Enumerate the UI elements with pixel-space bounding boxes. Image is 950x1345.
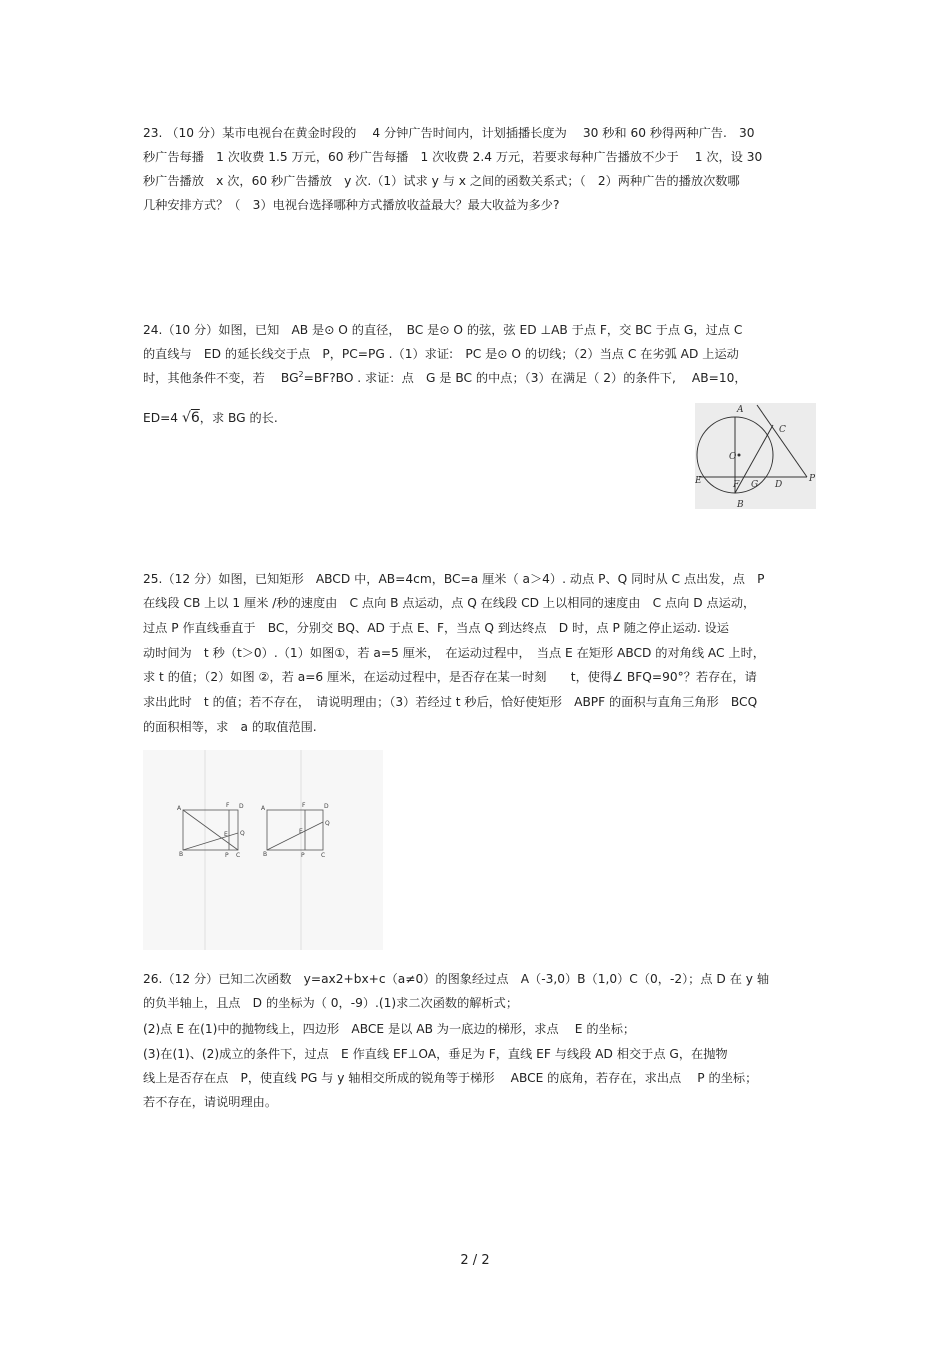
q26-line-3: (2)点 E 在(1)中的抛物线上，四边形 ABCE 是以 AB 为一底边的梯形，求点 E 的坐标； [143, 1022, 636, 1036]
q23-line-2: 秒广告每播 1 次收费 1.5 万元，60 秒广告每播 1 次收费 2.4 万元，若要求每种广告播放不少于 1 次，设 30 [143, 150, 763, 164]
label-a: A [737, 405, 744, 415]
q25-line-3: 过点 P 作直线垂直于 BC，分别交 BQ、AD 于点 E、F，当点 Q 到达终点 D 时，点 P 随之停止运动. 设运 [143, 621, 729, 635]
label-c: C [779, 425, 786, 435]
sqrt-radicand: 6 [190, 410, 200, 426]
q25-line-6: 求出此时 t 的值；若不存在， 请说明理由；（3）若经过 t 秒后，恰好使矩形 ABPF 的面积与直角三角形 BCQ [143, 695, 758, 709]
fig1-label-a: A [177, 805, 182, 812]
q23-line-4: 几种安排方式？（ 3）电视台选择哪种方式播放收益最大？最大收益为多少? [143, 198, 560, 212]
sqrt-sign: √6 [181, 410, 200, 426]
q25-line-7: 的面积相等，求 a 的取值范围. [143, 720, 317, 734]
figure-background [143, 750, 383, 950]
q24-line-4a: ED=4 [143, 411, 179, 425]
q26-line-1: 26.（12 分）已知二次函数 y=ax2+bx+c（a≠0）的图象经过点 A（-3,0）B（1,0）C（0，-2）；点 D 在 y 轴 [143, 972, 770, 986]
q25-line-2: 在线段 CB 上以 1 厘米 /秒的速度由 C 点向 B 点运动，点 Q 在线段 CD 上以相同的速度由 C 点向 D 点运动， [143, 596, 756, 610]
q24-line-3 [143, 369, 747, 386]
q24-superscript: 2 [298, 369, 304, 379]
q24-line-2: 的直线与 ED 的延长线交于点 P，PC=PG .（1）求证: PC 是⊙ O 的切线；（2）当点 C 在劣弧 AD 上运动 [143, 347, 739, 361]
q24-line-3b: =BF?BO . 求证：点 G 是 BC 的中点；（3）在满足（ 2）的条件下, AB=10， [303, 371, 747, 385]
fig2-label-b: B [263, 851, 268, 858]
q26-line-6: 若不存在，请说明理由。 [143, 1095, 278, 1109]
label-o: O [729, 452, 737, 462]
q23-line-3: 秒广告播放 x 次，60 秒广告播放 y 次.（1）试求 y 与 x 之间的函数关系式；（ 2）两种广告的播放次数哪 [143, 174, 740, 188]
q25-line-5: 求 t 的值；（2）如图 ②，若 a=6 厘米，在运动过程中，是否存在某一时刻 t，使得∠ BFQ=90°？若存在，请 [143, 670, 757, 684]
q24-line-4 [143, 409, 278, 426]
q24-figure [695, 403, 816, 509]
fig1-label-c: C [236, 852, 241, 859]
fig2-label-d: D [324, 803, 329, 810]
fig1-label-b: B [179, 851, 184, 858]
label-p: P [809, 474, 816, 484]
fig1-label-f: F [226, 802, 230, 809]
fig2-label-f: F [302, 802, 306, 809]
q26-line-5: 线上是否存在点 P，使直线 PG 与 y 轴相交所成的锐角等于梯形 ABCE 的底角，若存在，求出点 P 的坐标； [143, 1071, 758, 1085]
q24-line-4b: ，求 BG 的长. [199, 411, 278, 425]
fig2-label-q: Q [325, 820, 330, 827]
label-f: F [733, 480, 740, 490]
center-dot [738, 454, 741, 457]
label-g: G [751, 480, 759, 490]
fig1-label-d: D [239, 803, 244, 810]
q24-line-3a: 时，其他条件不变，若 BG [143, 371, 299, 385]
q23-line-1: 23. （10 分）某市电视台在黄金时段的 4 分钟广告时间内，计划插播长度为 30 秒和 60 秒得两种广告. 30 [143, 126, 755, 140]
q25-line-4: 动时间为 t 秒（t＞0）.（1）如图①，若 a=5 厘米， 在运动过程中， 当点 E 在矩形 ABCD 的对角线 AC 上时， [143, 646, 765, 660]
q25-line-1: 25.（12 分）如图，已知矩形 ABCD 中，AB=4cm，BC=a 厘米（ a＞4）. 动点 P、Q 同时从 C 点出发，点 P [143, 572, 765, 586]
label-b: B [737, 500, 744, 509]
q26-line-4: (3)在(1)、(2)成立的条件下，过点 E 作直线 EF⊥OA，垂足为 F，直线 EF 与线段 AD 相交于点 G，在抛物 [143, 1047, 728, 1061]
label-e: E [695, 476, 702, 486]
fig1-label-q: Q [240, 830, 245, 837]
fig2-label-p: P [301, 852, 305, 859]
fig2-label-e: E [299, 828, 303, 835]
q26-line-2: 的负半轴上，且点 D 的坐标为（ 0，-9）.(1)求二次函数的解析式； [143, 996, 519, 1010]
label-d: D [775, 480, 783, 490]
fig2-label-c: C [321, 852, 326, 859]
q24-line-1: 24.（10 分）如图，已知 AB 是⊙ O 的直径， BC 是⊙ O 的弦，弦 ED ⊥AB 于点 F，交 BC 于点 G，过点 C [143, 323, 743, 337]
fig1-label-p: P [225, 852, 229, 859]
fig2-label-a: A [261, 805, 266, 812]
fig1-label-e: E [224, 831, 228, 838]
page-number: 2 / 2 [460, 1253, 490, 1268]
q25-figures [143, 750, 383, 950]
